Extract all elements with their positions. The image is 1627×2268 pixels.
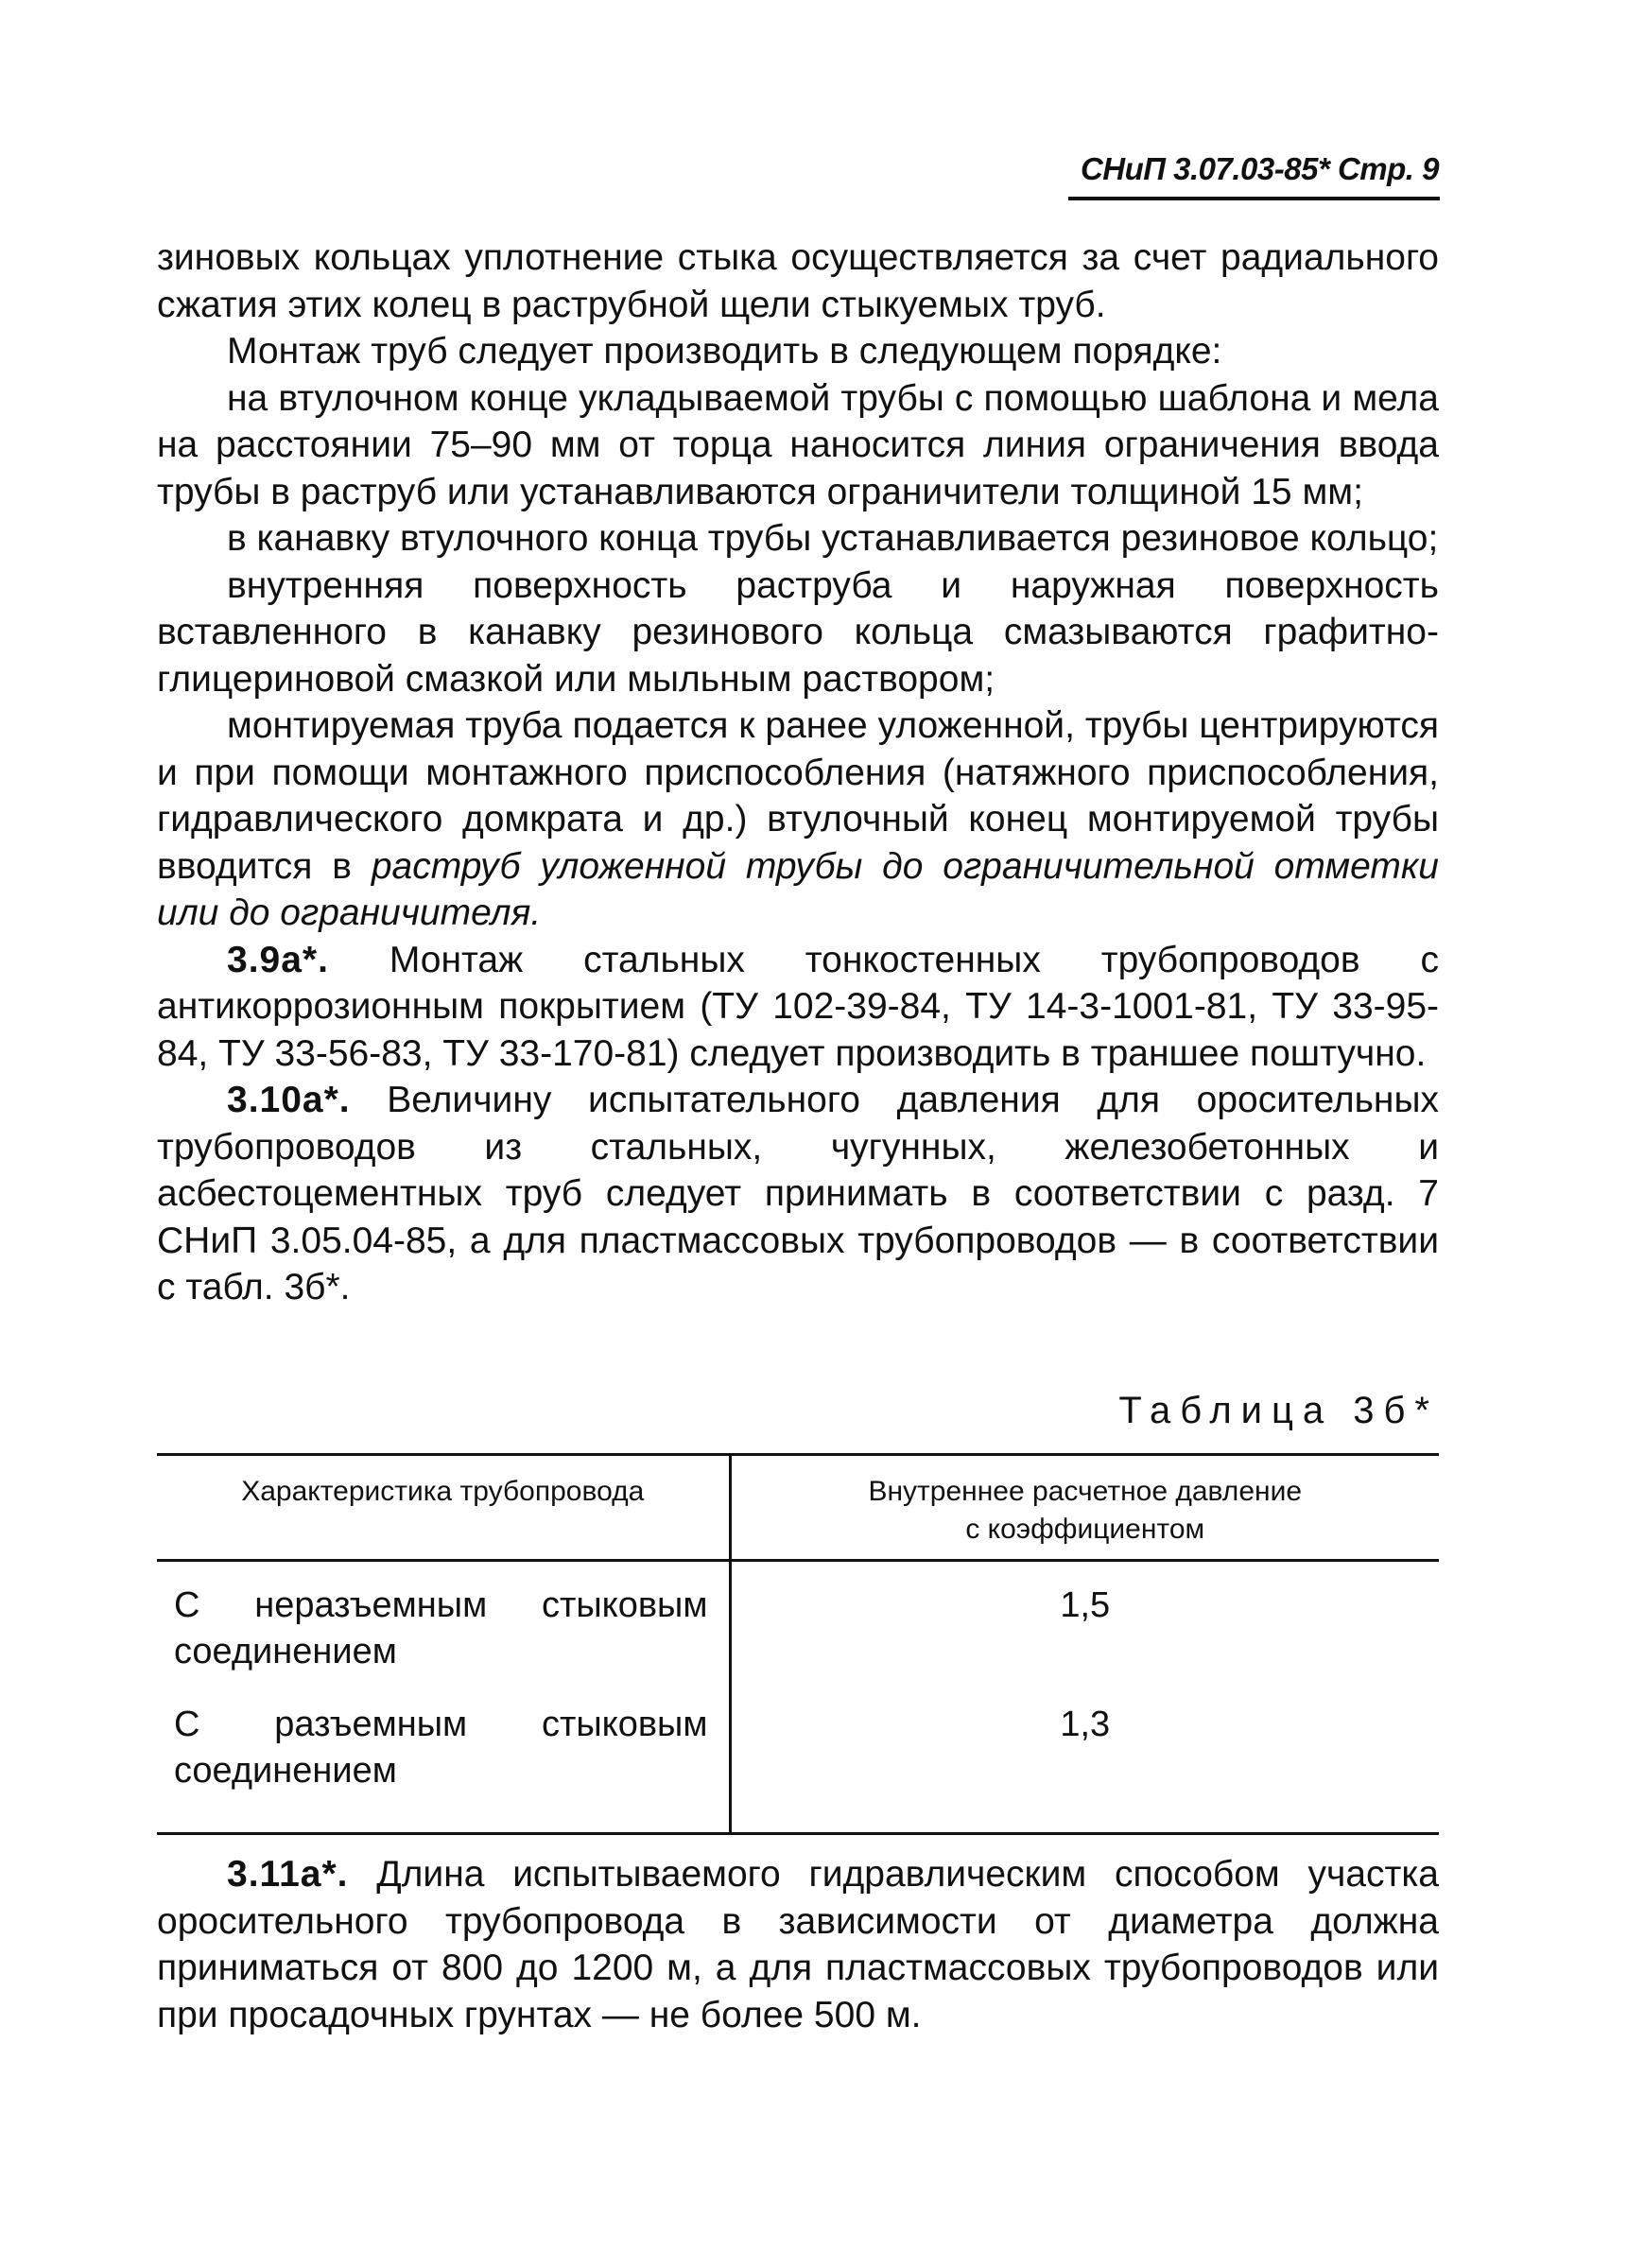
section-text: Монтаж стальных тонкостенных трубопроводов с антикоррозионным покрытием (ТУ 102-39-84, ТУ 14-3-1001-81, ТУ 33-95-84, ТУ 33-56-83, ТУ 33-170-81) следует производить в траншее поштучно.: [157, 939, 1439, 1074]
section-3-11a: [157, 1851, 1439, 2038]
pressure-table: [157, 1453, 1439, 1835]
after-table-text: [157, 1851, 1439, 2038]
paragraph-assembly-order: Монтаж труб следует производить в следующем порядке:: [227, 331, 1222, 372]
paragraph-step-ring: в канавку втулочного конца трубы устанавливается резиновое кольцо;: [227, 518, 1439, 559]
step-insertion-text: монтируемая труба подается к ранее уложенной, трубы центрируются и при помощи монтажного приспособления (натяжного приспособления, гидравлического домкрата и др.) втулочный конец монтируемой трубы вводится в: [157, 705, 1439, 887]
section-number: 3.10а*.: [227, 1080, 351, 1120]
row-value: 1,3: [730, 1688, 1439, 1834]
page-header: СНиП 3.07.03-85* Стр. 9: [1080, 151, 1439, 186]
section-3-10a: [157, 1077, 1439, 1311]
header-rule: [1068, 197, 1440, 200]
step-insertion-italic-cont: тельной отметки или до ограничителя.: [157, 845, 1439, 933]
body-text: [157, 234, 1439, 1311]
table-caption: Таблица 3б*: [1118, 1390, 1439, 1431]
header-pressure-line2: с коэффициентом: [965, 1514, 1205, 1545]
table-row: [157, 1561, 1439, 1689]
header-pressure: [730, 1455, 1439, 1561]
table-header-row: [157, 1455, 1439, 1561]
section-number: 3.9а*.: [227, 939, 329, 980]
paragraph-step-insertion: [157, 702, 1439, 937]
row-value: 1,5: [1060, 1585, 1111, 1625]
header-characteristic: Характеристика трубопровода: [157, 1455, 730, 1561]
header-pressure-line1: Внутреннее расчетное давление: [868, 1476, 1303, 1507]
paragraph-continued: зиновых кольцах уплотнение стыка осуществляется за счет радиального сжатия этих колец в раструбной щели стыкуемых труб.: [157, 237, 1439, 325]
section-text: Длина испытываемого гидравлическим способом участка оросительного трубопровода в зависимости от диаметра должна приниматься от 800 до 1200 м, а для пластмассовых трубопроводов или при просадочных грунтах — не более 500 м.: [157, 1854, 1439, 2035]
table-row: [157, 1688, 1439, 1834]
paragraph-step-marking: на втулочном конце укладываемой трубы с помощью шаблона и мела на расстоянии 75–90 мм от торца наносится линия ограничения ввода трубы в раструб или устанавливаются ограничители толщиной 15 мм;: [157, 377, 1439, 512]
paragraph-step-lubrication: внутренняя поверхность раструба и наружная поверхность вставленного в канавку резинового кольца смазываются графитно-глицериновой смазкой или мыльным раствором;: [157, 564, 1439, 700]
section-number: 3.11а*.: [227, 1854, 349, 1895]
step-insertion-italic: раструб уложенной трубы до ограничи: [371, 845, 1103, 887]
row-label: С неразъемным стыковым соединением: [157, 1561, 730, 1689]
row-label: С разъемным стыковым соединением: [157, 1688, 730, 1834]
section-text: Величину испытательного давления для оросительных трубопроводов из стальных, чугунных, железобетонных и асбестоцементных труб следует принимать в соответствии с разд. 7 СНиП 3.05.04-85, а для пластмассовых трубопроводов — в соответствии с табл. 3б*.: [157, 1080, 1439, 1307]
section-3-9a: [157, 937, 1439, 1078]
